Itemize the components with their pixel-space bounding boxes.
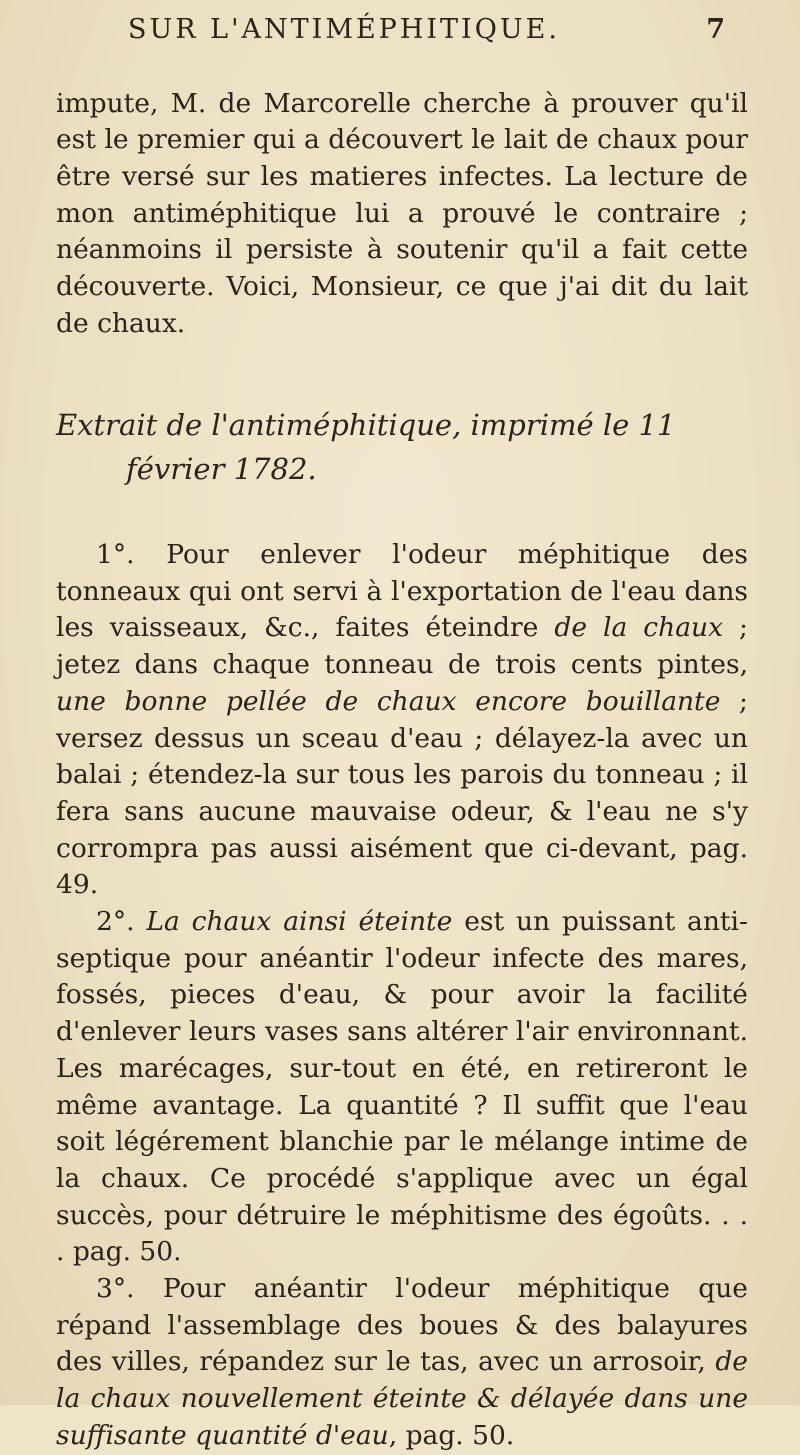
page-header [128,14,728,54]
item-1-text-b: ; jetez dans chaque tonneau de trois cents pintes, [56,612,748,681]
item-2-text-b: est un puissant anti-septique pour anéantir l'odeur infecte des mares, fossés, pieces d'eau, & pour avoir la facilité d'enlever leurs vases sans altérer l'air environnant. Les marécages, sur-tout en été, en retireront le même avantage. La quantité ? Il suffit que l'eau soit légérement blanchie par le mélange intime de la chaux. Ce procédé s'applique avec un égal succès, pour détruire le méphitisme des égoûts. . . . pag. 50. [56,906,748,1268]
intro-paragraph: impute, M. de Marcorelle cherche à prouver qu'il est le premier qui a découvert le lait de chaux pour être versé sur les matieres infectes. La lecture de mon antiméphitique lui a prouvé le contraire ; néanmoins il persiste à soutenir qu'il a fait cette découverte. Voici, Monsieur, ce que j'ai dit du lait de chaux. [56,87,748,339]
item-2-text-a: 2°. [96,906,147,938]
page-number: 7 [706,14,728,45]
item-1-text-c: ; versez dessus un sceau d'eau ; délayez-la avec un balai ; étendez-la sur tous les parois du tonneau ; il fera sans aucune mauvaise odeur, & l'eau ne s'y corrompra pas aussi aisément que ci-devant, pag. 49. [56,685,748,901]
extract-title-line2: février 1782. [126,452,317,486]
extract-title [56,403,748,491]
numbered-items [56,537,748,1455]
item-1-text-a: 1°. Pour enlever l'odeur méphitique des tonneaux qui ont servi à l'exportation de l'eau dans les vaisseaux, &c., faites éteindre [56,539,748,644]
item-3-text-a: 3°. Pour anéantir l'odeur méphitique que répand l'assemblage des boues & des balayures des villes, répandez sur le tas, avec un arrosoir, [56,1273,748,1378]
extract-title-line1: Extrait de l'antiméphitique, imprimé le 11 [56,408,676,442]
item-3 [56,1271,748,1455]
running-title: SUR L'ANTIMÉPHITIQUE. [128,14,560,45]
item-3-text-b: , pag. 50. [388,1419,515,1451]
item-1-italic-b: une bonne pellée de chaux encore bouillante [56,685,721,717]
item-1-italic-a: de la chaux [554,612,724,644]
item-3-italic-a: de la chaux nouvellement éteinte & délayée dans une suffisante quantité d'eau [56,1346,748,1451]
item-1 [56,537,748,904]
item-2-italic-a: La chaux ainsi éteinte [146,906,453,938]
item-2 [56,904,748,1271]
